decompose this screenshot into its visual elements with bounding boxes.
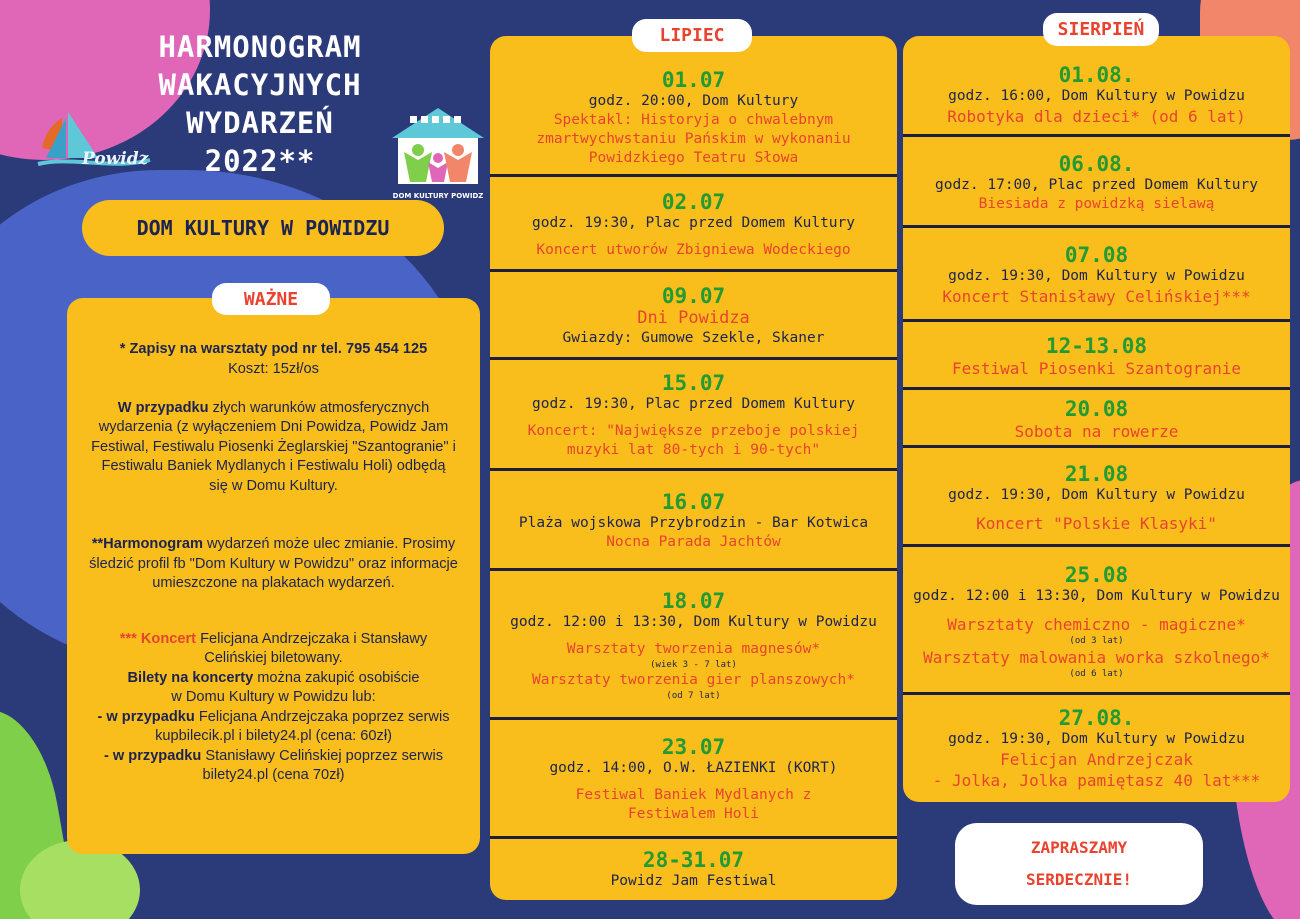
event-name: Warsztaty chemiczno - magiczne*: [947, 614, 1246, 634]
event-name: Spektakl: Historyja o chwalebnym zmartwychwstaniu Pańskim w wykonaniu Powidzkiego Teatru Słowa: [536, 111, 851, 166]
info-paragraph: [77, 669, 470, 786]
title-line: WYDARZEŃ: [186, 106, 334, 140]
event-item: [903, 322, 1290, 390]
event-date: 07.08: [1064, 243, 1129, 267]
august-schedule: [903, 36, 1290, 802]
event-name: Warsztaty malowania worka szkolnego*: [923, 647, 1270, 667]
event-date: 06.08.: [1058, 151, 1135, 176]
event-item: [903, 547, 1290, 695]
info-paragraph: [77, 535, 470, 594]
event-item: [490, 272, 897, 360]
event-place: godz. 14:00, O.W. ŁAZIENKI (KORT): [549, 760, 838, 776]
info-panel: [67, 298, 480, 854]
event-item: [903, 228, 1290, 322]
july-schedule: [490, 36, 897, 900]
event-date: 16.07: [661, 490, 726, 514]
event-date: 01.08.: [1058, 62, 1135, 87]
info-bold: *** Koncert: [119, 630, 197, 647]
event-place: godz. 19:30, Dom Kultury w Powidzu: [948, 731, 1245, 747]
event-item: [490, 177, 897, 272]
event-item: [490, 571, 897, 720]
event-date: 25.08: [1064, 562, 1129, 587]
info-bold: - w przypadku: [103, 747, 202, 764]
event-item: [490, 471, 897, 571]
event-item: [490, 839, 897, 900]
info-paragraph: [77, 340, 470, 379]
event-place: Powidz Jam Festiwal: [610, 873, 777, 889]
event-date: 27.08.: [1058, 706, 1135, 730]
invitation-line: ZAPRASZAMY: [1030, 838, 1128, 857]
sailboat-icon: [32, 108, 152, 180]
info-text: Koszt: 15zł/os: [228, 360, 319, 377]
event-place: godz. 19:30, Dom Kultury w Powidzu: [948, 486, 1245, 503]
logo-text: Powidz: [82, 149, 149, 169]
event-item: [490, 360, 897, 471]
event-date: 09.07: [661, 284, 726, 308]
event-name: Felicjan Andrzejczak: [1000, 750, 1193, 769]
event-place: godz. 19:30, Plac przed Domem Kultury: [531, 214, 855, 231]
event-name: Koncert Stanisławy Celińskiej***: [942, 287, 1251, 306]
invitation-badge: [955, 823, 1203, 905]
event-name: Robotyka dla dzieci* (od 6 lat): [947, 106, 1246, 126]
title-line: 2022**: [204, 144, 316, 178]
event-date: 01.07: [661, 67, 726, 92]
event-name: Koncert: "Największe przeboje polskiej muzyki lat 80-tych i 90-tych": [527, 423, 860, 458]
event-place: godz. 20:00, Dom Kultury: [588, 92, 799, 109]
event-name: Warsztaty tworzenia magnesów*: [566, 641, 821, 657]
event-date: 20.08: [1064, 396, 1129, 421]
info-paragraph: [77, 630, 470, 669]
event-note: (od 7 lat): [666, 691, 721, 701]
event-place: godz. 16:00, Dom Kultury w Powidzu: [948, 87, 1245, 104]
info-bold: - w przypadku: [97, 708, 195, 725]
info-paragraph: [77, 399, 470, 497]
info-text: wydarzeń może ulec zmianie. Prosimy śledzić profil fb "Dom Kultury w Powidzu" oraz informacje umieszczone na plakatach wydarzeń.: [89, 536, 458, 591]
event-name: Dni Powidza: [637, 308, 750, 328]
event-name: Warsztaty tworzenia gier planszowych*: [531, 672, 855, 688]
event-name: Festiwal Piosenki Szantogranie: [952, 358, 1241, 378]
info-bold: * Zapisy na warsztaty pod nr tel. 795 454 125: [119, 341, 428, 357]
info-bold: **Harmonogram: [91, 536, 203, 552]
event-place: godz. 12:00 i 13:30, Dom Kultury w Powidzu: [913, 587, 1280, 604]
logo-text: DOM KULTURY POWIDZ: [392, 192, 484, 200]
info-text: złych warunków atmosferycznych wydarzenia (z wyłączeniem Dni Powidza, Powidz Jam Festiwal, Festiwalu Piosenki Żeglarskiej "Szantogranie" i Festiwalu Baniek Mydlanych i Festiwalu Holi) odbędą się w Domu Kultury.: [91, 399, 456, 494]
event-place: godz. 19:30, Dom Kultury w Powidzu: [948, 268, 1245, 284]
event-place: Gwiazdy: Gumowe Szekle, Skaner: [562, 330, 825, 346]
event-item: [903, 695, 1290, 802]
info-bold: Bilety na koncerty: [127, 669, 254, 686]
event-name: Festiwal Baniek Mydlanych z Festiwalem Holi: [575, 787, 812, 822]
event-place: Plaża wojskowa Przybrodzin - Bar Kotwica: [518, 515, 869, 531]
dom-kultury-logo: [388, 104, 488, 200]
event-note: (od 3 lat): [1069, 635, 1124, 646]
info-bold: W przypadku: [117, 399, 209, 416]
event-note: (od 6 lat): [1069, 668, 1124, 679]
info-text: Felicjana Andrzejczaka i Stansławy Celińskiej biletowany.: [196, 630, 428, 666]
info-text: Felicjana Andrzejczaka poprzez serwis kupbilecik.pl i bilety24.pl (cena: 60zł): [155, 708, 450, 744]
event-item: [490, 720, 897, 839]
event-date: 21.08: [1064, 461, 1129, 486]
event-name: Koncert utworów Zbigniewa Wodeckiego: [536, 241, 851, 258]
event-date: 28-31.07: [642, 848, 745, 872]
invitation-line: SERDECZNIE!: [1026, 870, 1132, 889]
powidz-logo: [32, 108, 152, 180]
event-date: 23.07: [661, 735, 726, 759]
event-item: [903, 448, 1290, 547]
august-tag: SIERPIEŃ: [1043, 13, 1159, 46]
house-icon: [388, 104, 488, 186]
title-line: WAKACYJNYCH: [158, 68, 362, 102]
event-name: Nocna Parada Jachtów: [606, 534, 781, 550]
event-place: godz. 17:00, Plac przed Domem Kultury: [934, 176, 1258, 193]
event-place: godz. 12:00 i 13:30, Dom Kultury w Powidzu: [510, 614, 877, 630]
event-date: 18.07: [661, 589, 726, 613]
title-line: HARMONOGRAM: [158, 30, 362, 64]
event-name: Sobota na rowerze: [1014, 421, 1179, 441]
event-name: - Jolka, Jolka pamiętasz 40 lat***: [932, 771, 1261, 790]
info-text: można zakupić osobiście: [253, 669, 420, 686]
event-item: [903, 52, 1290, 137]
info-text: Stanisławy Celińskiej poprzez serwis bilety24.pl (cena 70zł): [201, 747, 443, 783]
event-name: Koncert "Polskie Klasyki": [976, 513, 1217, 533]
event-item: [903, 137, 1290, 228]
event-date: 12-13.08: [1045, 333, 1148, 358]
event-item: [903, 390, 1290, 448]
event-note: (wiek 3 - 7 lat): [650, 660, 737, 670]
event-name: Biesiada z powidzką sielawą: [978, 195, 1215, 212]
event-date: 15.07: [661, 371, 726, 395]
info-text: w Domu Kultury w Powidzu lub:: [171, 689, 376, 705]
important-tag: WAŻNE: [212, 283, 330, 315]
july-tag: LIPIEC: [632, 19, 752, 52]
event-place: godz. 19:30, Plac przed Domem Kultury: [531, 396, 855, 412]
event-date: 02.07: [661, 189, 726, 214]
organizer-banner: DOM KULTURY W POWIDZU: [82, 200, 444, 256]
event-item: [490, 58, 897, 177]
